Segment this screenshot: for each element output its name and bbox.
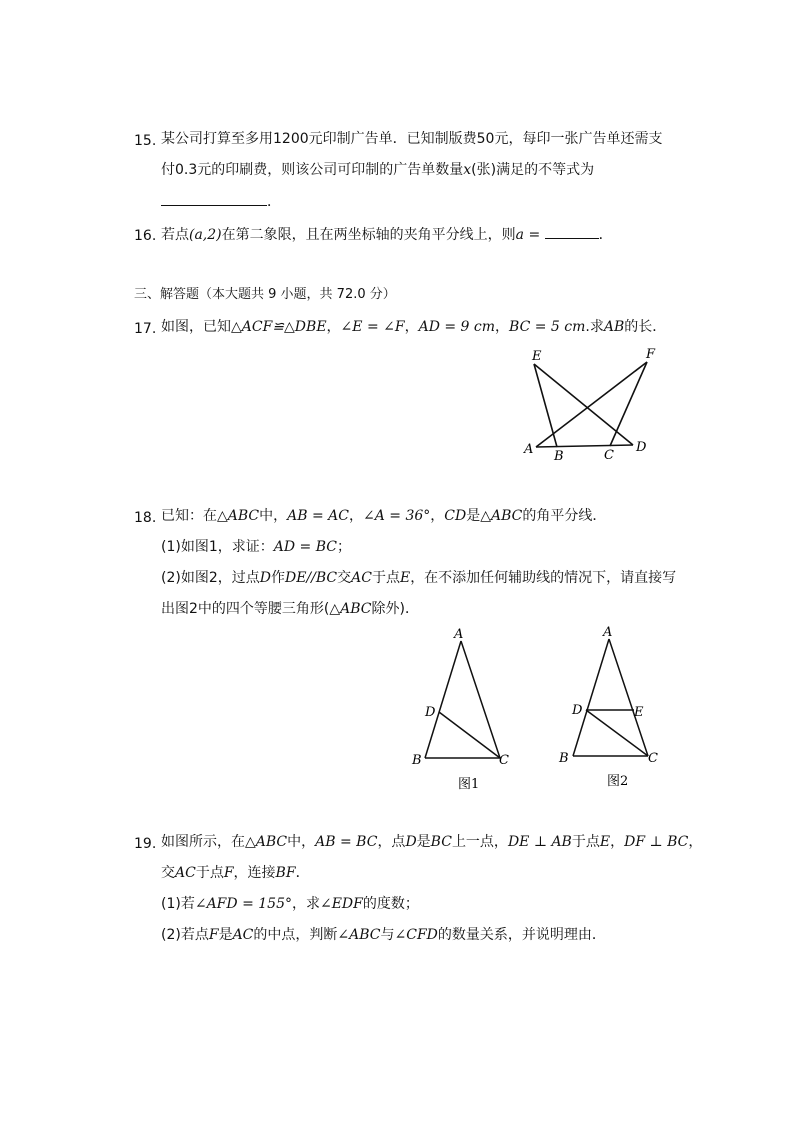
q19-line2-text-b: 于点 xyxy=(195,865,224,881)
fig1-side-ac xyxy=(461,641,500,758)
fig2-side-ac xyxy=(609,639,648,756)
fig1-label-b: B xyxy=(412,753,422,768)
q19-part1-eq: ∠AFD = 155° xyxy=(194,896,292,912)
q19-e: E xyxy=(599,834,611,850)
q17-line-fa xyxy=(536,362,647,447)
q19-part2-text-e: 的数量关系，并说明理由． xyxy=(437,927,606,943)
q15-answer-blank[interactable] xyxy=(161,191,267,206)
q18-part1 xyxy=(161,537,351,557)
q17-line xyxy=(161,317,666,337)
q18-part2-text-b: 作 xyxy=(270,570,285,586)
q18-part2-line2-text-b: 除外)． xyxy=(371,601,419,617)
fig2-label-a: A xyxy=(603,625,613,640)
q15-line2 xyxy=(161,160,594,180)
q18-part1-text-a: (1)如图1，求证： xyxy=(161,539,274,555)
fig2-caption: 图2 xyxy=(607,774,629,789)
q18-part2-line2 xyxy=(161,599,419,619)
q16-answer-blank[interactable] xyxy=(545,224,599,239)
q16-end: ． xyxy=(598,227,613,243)
fig2-label-b: B xyxy=(559,751,569,766)
q18-triangle2: △ABC xyxy=(480,508,523,524)
q17-angle: ∠E = ∠F xyxy=(340,319,405,335)
q19-part1-text-c: 的度数； xyxy=(362,896,419,912)
q17-line-ad xyxy=(536,445,633,447)
q18-part2-line2-text-a: 出图2中的四个等腰三角形( xyxy=(161,601,330,617)
q18-part1-eq: AD = BC xyxy=(273,539,337,555)
q19-part2-text-d: 与 xyxy=(380,927,395,943)
q19-text-e: 上一点， xyxy=(451,834,508,850)
q19-line1 xyxy=(161,832,702,852)
q18-part2-text-f: ，在不添加任何辅助线的情况下，请直接写 xyxy=(410,570,677,586)
q18-part2-parallel: DE//BC xyxy=(284,570,338,586)
q18-text-d: ， xyxy=(430,508,445,524)
q16-text-b: 在第二象限，且在两坐标轴的夹角平分线上，则 xyxy=(221,227,516,243)
q17-text-c: .求 xyxy=(585,319,604,335)
q18-part2-e: E xyxy=(399,570,411,586)
fig1-label-d: D xyxy=(425,705,436,720)
q18-figure2 xyxy=(552,622,672,792)
q19-part2-ac: AC xyxy=(232,927,254,943)
fig1-caption: 图1 xyxy=(458,777,480,792)
q19-text-c: ，点 xyxy=(377,834,406,850)
q19-line2-text-a: 交 xyxy=(161,865,175,881)
q17-label-a: A xyxy=(524,442,534,457)
section-heading: 三、解答题（本大题共 9 小题，共 72.0 分） xyxy=(134,287,396,302)
q17-ab: AB xyxy=(603,319,625,335)
q19-part2-f: F xyxy=(208,927,219,943)
q15-end: ． xyxy=(267,194,281,210)
fig2-label-d: D xyxy=(572,703,583,718)
q17-sep1: ， xyxy=(404,319,419,335)
q19-part2-angle1: ∠ABC xyxy=(337,927,381,943)
q19-text-g: ， xyxy=(610,834,625,850)
q19-part2-text-a: (2)若点 xyxy=(161,927,209,943)
q16-text-a: 若点 xyxy=(161,227,189,243)
fig1-label-a: A xyxy=(454,627,464,642)
q19-line2-text-c: ，连接 xyxy=(233,865,276,881)
q19-part2-text-c: 的中点，判断 xyxy=(253,927,338,943)
q17-congruence: △ACF≌△DBE xyxy=(231,319,327,335)
q19-bf: BF xyxy=(275,865,296,881)
q15-var-x: x xyxy=(463,162,472,178)
q19-part1-text-b: ，求 xyxy=(291,896,320,912)
q19-part1-text-a: (1)若 xyxy=(161,896,195,912)
q16-eq: a = xyxy=(515,227,541,243)
q18-text-c: ， xyxy=(349,508,363,524)
q18-eq2: ∠A = 36° xyxy=(363,508,431,524)
q18-part2-text-c: 交 xyxy=(337,570,352,586)
q18-number: 18. xyxy=(134,510,157,526)
q19-line2-text-d: ． xyxy=(295,865,310,881)
q19-f: F xyxy=(223,865,234,881)
q17-text-a: 如图，已知 xyxy=(161,319,231,335)
q18-part2-ac: AC xyxy=(351,570,372,586)
q19-text-f: 于点 xyxy=(571,834,600,850)
q19-part1 xyxy=(161,894,419,914)
q19-perp2: DF ⊥ BC xyxy=(624,834,689,850)
q19-bc: BC xyxy=(430,834,452,850)
q15-line2-text-b: (张)满足的不等式为 xyxy=(471,162,595,178)
q18-text-a: 已知：在 xyxy=(161,508,217,524)
q19-number: 19. xyxy=(134,836,157,852)
q18-text-e: 是 xyxy=(466,508,481,524)
q19-text-a: 如图所示，在 xyxy=(161,834,245,850)
q17-number: 17. xyxy=(134,321,157,337)
q16-point: (a,2) xyxy=(189,227,222,243)
q19-text-d: 是 xyxy=(416,834,431,850)
q19-line2 xyxy=(161,863,310,883)
fig2-side-ab xyxy=(573,639,609,756)
q17-label-d: D xyxy=(636,440,647,455)
q17-ad: AD = 9 cm xyxy=(418,319,496,335)
q16-number: 16. xyxy=(134,228,157,244)
q17-label-e: E xyxy=(532,349,542,364)
q19-eq: AB = BC xyxy=(315,834,378,850)
q18-part2-line1 xyxy=(161,568,676,588)
q19-part2 xyxy=(161,925,606,945)
q17-text-d: 的长． xyxy=(624,319,667,335)
q15-answer-line xyxy=(161,191,281,212)
q19-ac: AC xyxy=(175,865,196,881)
q18-figure1 xyxy=(408,624,518,794)
q18-part2-text-a: (2)如图2，过点 xyxy=(161,570,260,586)
q18-triangle: △ABC xyxy=(217,508,260,524)
q17-line-ef xyxy=(534,364,633,445)
fig2-label-c: C xyxy=(648,751,658,766)
fig1-side-ab xyxy=(425,641,461,758)
fig1-label-c: C xyxy=(499,753,509,768)
q18-part2-line2-triangle: △ABC xyxy=(329,601,372,617)
q17-line-fc xyxy=(610,362,647,446)
q15-line2-text-a: 付0.3元的印刷费，则该公司可印制的广告单数量 xyxy=(161,162,464,178)
q15-number: 15. xyxy=(134,133,157,149)
q19-d: D xyxy=(405,834,417,850)
q18-text-f: 的角平分线． xyxy=(522,508,607,524)
q17-sep0: ， xyxy=(326,319,341,335)
q19-part2-angle2: ∠CFD xyxy=(394,927,438,943)
q17-label-f: F xyxy=(646,347,656,362)
q17-label-b: B xyxy=(554,449,564,464)
fig1-segment-cd xyxy=(439,712,500,758)
q19-part2-text-b: 是 xyxy=(218,927,233,943)
q18-text-b: 中， xyxy=(259,508,288,524)
q18-part1-text-b: ； xyxy=(336,539,351,555)
q18-line1 xyxy=(161,506,606,526)
fig2-label-e: E xyxy=(634,705,644,720)
q17-label-c: C xyxy=(604,448,614,463)
q18-eq1: AB = AC xyxy=(287,508,349,524)
q17-figure xyxy=(520,342,670,467)
q17-sep2: ， xyxy=(495,319,510,335)
q18-part2-text-d: 于点 xyxy=(371,570,400,586)
q19-part1-angle: ∠EDF xyxy=(319,896,363,912)
q18-cd: CD xyxy=(444,508,467,524)
q16-line xyxy=(161,224,613,245)
q19-text-b: 中， xyxy=(287,834,316,850)
q19-text-h: ， xyxy=(688,834,703,850)
q19-triangle: △ABC xyxy=(245,834,288,850)
q15-line1: 某公司打算至多用1200元印制广告单．已知制版费50元，每印一张广告单还需支 xyxy=(161,131,663,147)
q17-bc: BC = 5 cm xyxy=(509,319,586,335)
q19-perp1: DE ⊥ AB xyxy=(507,834,572,850)
q18-part2-d: D xyxy=(259,570,271,586)
